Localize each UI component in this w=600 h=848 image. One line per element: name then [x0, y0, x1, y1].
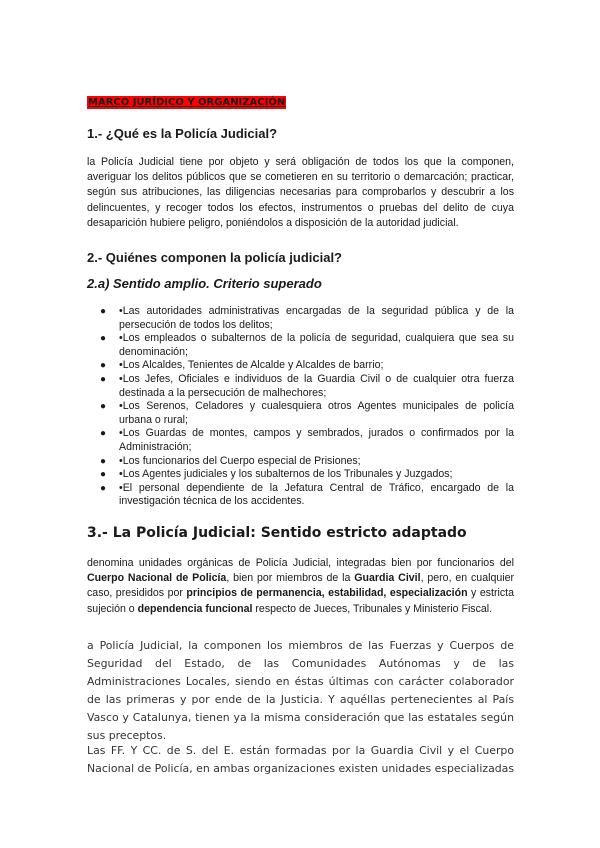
section-1-body: la Policía Judicial tiene por objeto y será obligación de todos los que la componen, averiguar los delitos públicos que se cometieren en su territorio o demarcación; practicar, según sus atribuciones, las diligencias necesarias para comprobarlos y descubrir a los delincuentes, y recoger todos los efectos, instrumentos o pruebas del delito de cuya desaparición hubiere peligro, poniéndolos a disposición de la autoridad judicial. — [87, 156, 514, 229]
members-list — [87, 305, 514, 509]
bullet-icon: ● — [100, 428, 107, 440]
bullet-icon: ● — [100, 401, 107, 413]
list-item: ● •Los empleados o subalternos de la policía de seguridad, cualquiera que sea su denominación; — [100, 332, 514, 358]
section-2a-subtitle: 2.a) Sentido amplio. Criterio superado — [87, 276, 322, 291]
list-item: ● •Los Agentes judiciales y los subalternos de los Tribunales y Juzgados; — [100, 468, 453, 481]
list-item: ● •Los Alcaldes, Tenientes de Alcalde y Alcaldes de barrio; — [100, 359, 384, 372]
list-item: ● •Los funcionarios del Cuerpo especial de Prisiones; — [100, 454, 361, 467]
main-heading: MARCO JURÍDICO Y ORGANIZACIÓN — [88, 97, 286, 108]
bullet-icon: ● — [100, 306, 107, 317]
bullet-icon: ● — [100, 360, 107, 372]
bullet-icon: ● — [100, 469, 107, 481]
bullet-icon: ● — [100, 373, 107, 385]
section-2-title: 2.- Quiénes componen la policía judicial? — [87, 250, 342, 265]
bullet-icon: ● — [100, 482, 107, 494]
list-item: ● •Los Jefes, Oficiales e individuos de la Guardia Civil o de cualquier otra fuerza destinada a la persecución de malhechores; — [100, 372, 514, 399]
list-item: ● •El personal dependiente de la Jefatura Central de Tráfico, encargado de la investigación técnica de los accidentes. — [100, 481, 514, 508]
section-3-paragraph-1: denomina unidades orgánicas de Policía Judicial, integradas bien por funcionarios del Cuerpo Nacional de Policía, bien por miembros de la Guardia Civil, pero, en cualquier caso, presididos por principios de permanencia, estabilidad, especialización y estricta sujeción o dependencia funcional respecto de Jueces, Tribunales y Ministerio Fiscal. — [87, 557, 514, 615]
bullet-icon: ● — [100, 455, 107, 467]
bullet-icon: ● — [100, 333, 107, 345]
section-3-title: 3.- La Policía Judicial: Sentido estricto adaptado — [87, 525, 467, 541]
section-1-title: 1.- ¿Qué es la Policía Judicial? — [87, 126, 278, 141]
section-3-paragraph-2: a Policía Judicial, la componen los miembros de las Fuerzas y Cuerpos de Seguridad del Estado, de las Comunidades Autónomas y de las Administraciones Locales, siendo en éstas últimas con carácter colaborador de las primeras y por ende de la Justicia. Y aquéllas pertenecientes al País Vasco y Catalunya, tienen ya la misma consideración que las estatales según sus preceptos. — [87, 639, 514, 742]
list-item: ● •Los Guardas de montes, campos y sembrados, jurados o confirmados por la Administración; — [100, 427, 514, 453]
section-3-paragraph-3: Las FF. Y CC. de S. del E. están formadas por la Guardia Civil y el Cuerpo Nacional de Policía, en ambas organizaciones existen unidades especializadas — [87, 744, 515, 775]
list-item: ● •Los Serenos, Celadores y cualesquiera otros Agentes municipales de policía urbana o rural; — [100, 400, 514, 426]
list-item: ● •Las autoridades administrativas encargadas de la seguridad pública y de la persecución de todos los delitos; — [100, 305, 514, 331]
